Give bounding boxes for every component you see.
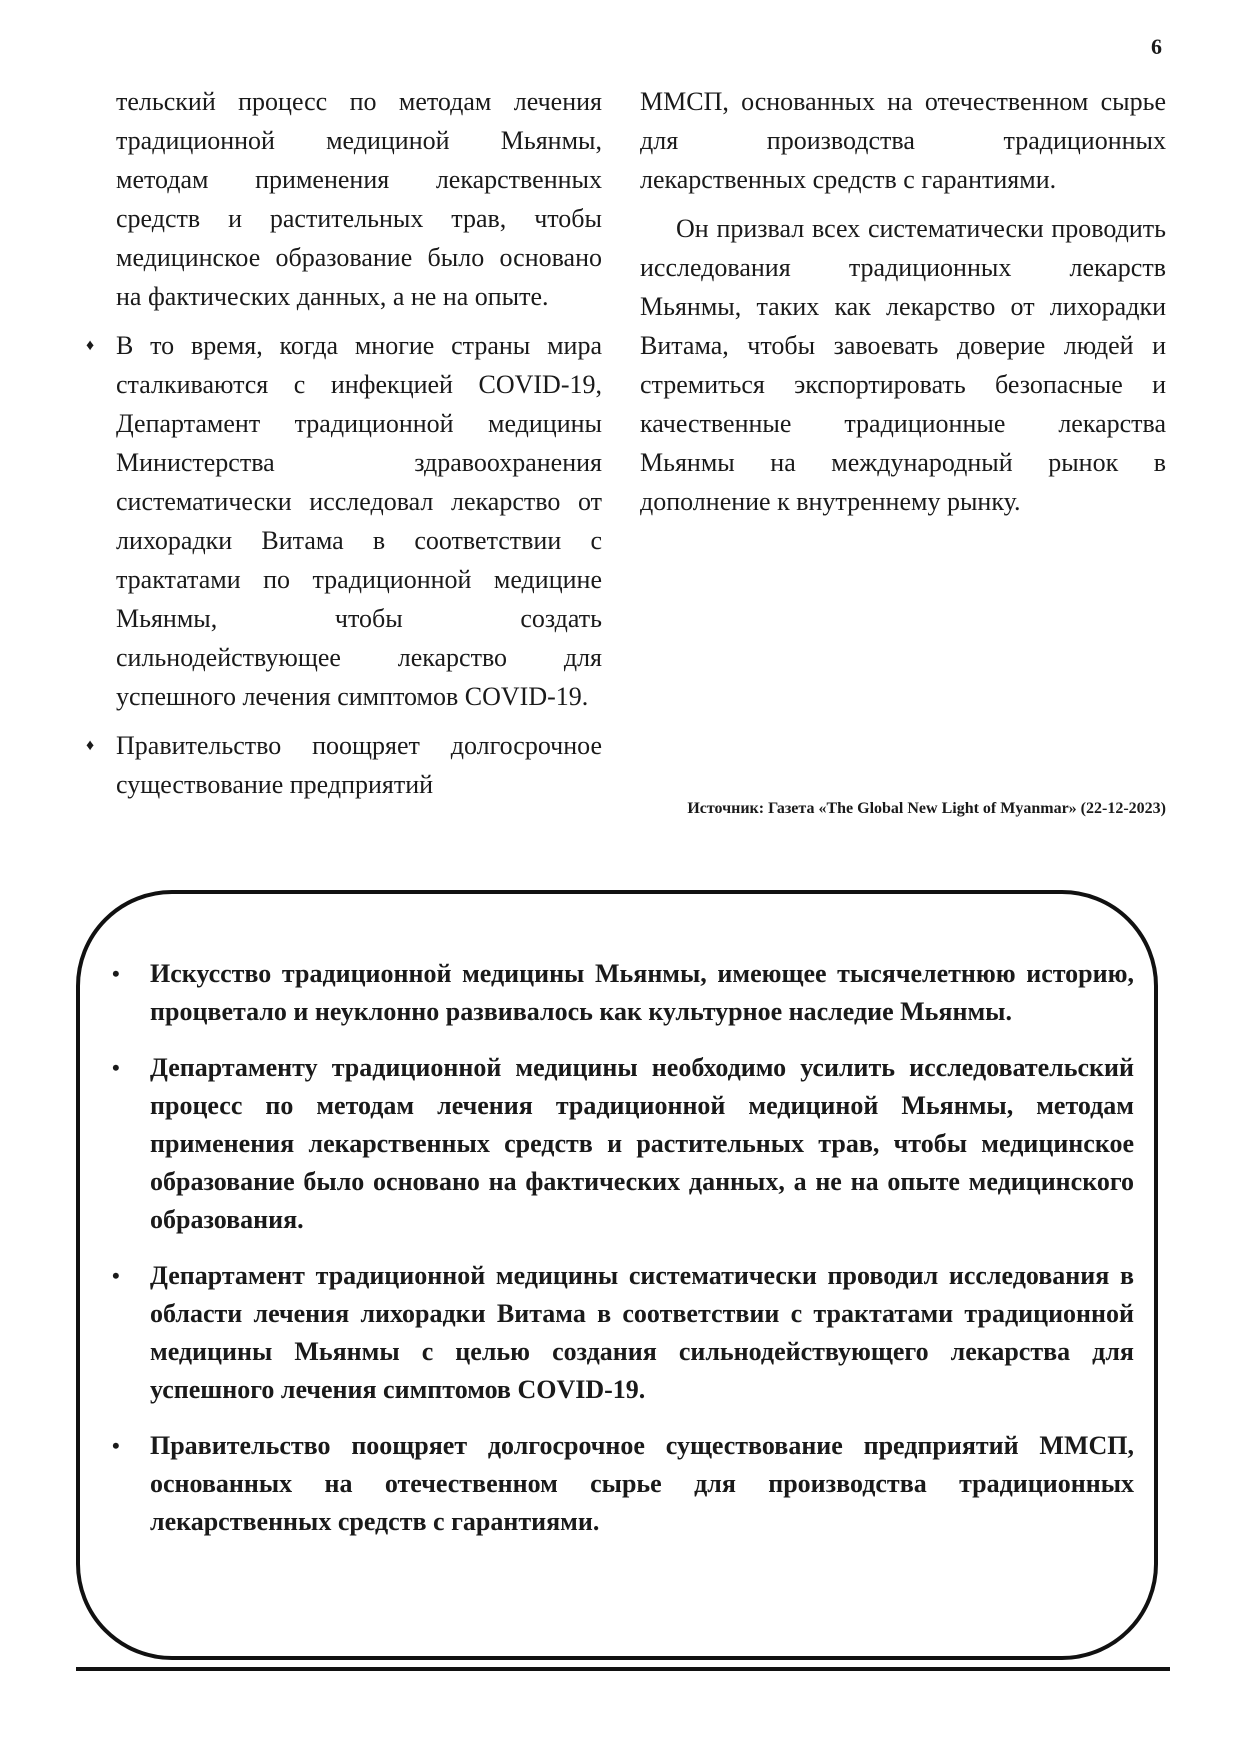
bullet-dot-icon: • [112,961,120,986]
page-number: 6 [1151,34,1162,59]
bullet-dot-icon: • [112,1263,120,1288]
left-bullet-item [86,326,602,716]
summary-item [112,1257,1134,1409]
left-continuation-paragraph: тельский процесс по методам лечения традиционной медициной Мьянмы, методам применения лекарственных средств и растительных трав, чтобы медицинское образование было основано на фактических данных, а не на опыте. [116,87,602,311]
bullet-dot-icon: • [112,1055,120,1080]
summary-item [112,955,1134,1031]
right-paragraph: Он призвал всех систематически проводить исследования традиционных лекарств Мьянмы, таких как лекарство от лихорадки Витама, чтобы завоевать доверие людей и стремиться экспортировать безопасные и качественные традиционные лекарства Мьянмы на международный рынок в дополнение к внутреннему рынку. [640,214,1166,516]
left-column [86,82,602,814]
bottom-rule [76,1667,1170,1671]
left-bullet-text: Правительство поощряет долгосрочное существование предприятий [116,731,602,799]
right-continuation-paragraph: ММСП, основанных на отечественном сырье для производства традиционных лекарственных средств с гарантиями. [640,87,1166,194]
summary-item-text: Департамент традиционной медицины систематически проводил исследования в области лечения лихорадки Витама в соответствии с трактатами традиционной медицины Мьянмы с целью создания сильнодействующего лекарства для успешного лечения симптомов COVID-19. [150,1261,1134,1404]
summary-item-text: Искусство традиционной медицины Мьянмы, имеющее тысячелетнюю историю, процветало и неуклонно развивалось как культурное наследие Мьянмы. [150,959,1134,1026]
summary-item [112,1427,1134,1541]
right-column [640,82,1166,531]
summary-list [112,955,1134,1559]
diamond-bullet-icon: ♦ [86,337,95,354]
left-bullet-text: В то время, когда многие страны мира сталкиваются с инфекцией COVID-19, Департамент традиционной медицины Министерства здравоохранения систематически исследовал лекарство от лихорадки Витама в соответствии с трактатами по традиционной медицине Мьянмы, чтобы создать сильнодействующее лекарство для успешного лечения симптомов COVID-19. [116,331,602,711]
summary-item-text: Правительство поощряет долгосрочное существование предприятий ММСП, основанных на отечественном сырье для производства традиционных лекарственных средств с гарантиями. [150,1431,1134,1536]
diamond-bullet-icon: ♦ [86,737,95,754]
source-citation: Источник: Газета «The Global New Light of Myanmar» (22-12-2023) [687,800,1166,817]
bullet-dot-icon: • [112,1433,120,1458]
summary-item [112,1049,1134,1239]
left-bullet-item [86,726,602,804]
summary-item-text: Департаменту традиционной медицины необходимо усилить исследовательский процесс по методам лечения традиционной медициной Мьянмы, методам применения лекарственных средств и растительных трав, чтобы медицинское образование было основано на фактических данных, а не на опыте медицинского образования. [150,1053,1134,1234]
